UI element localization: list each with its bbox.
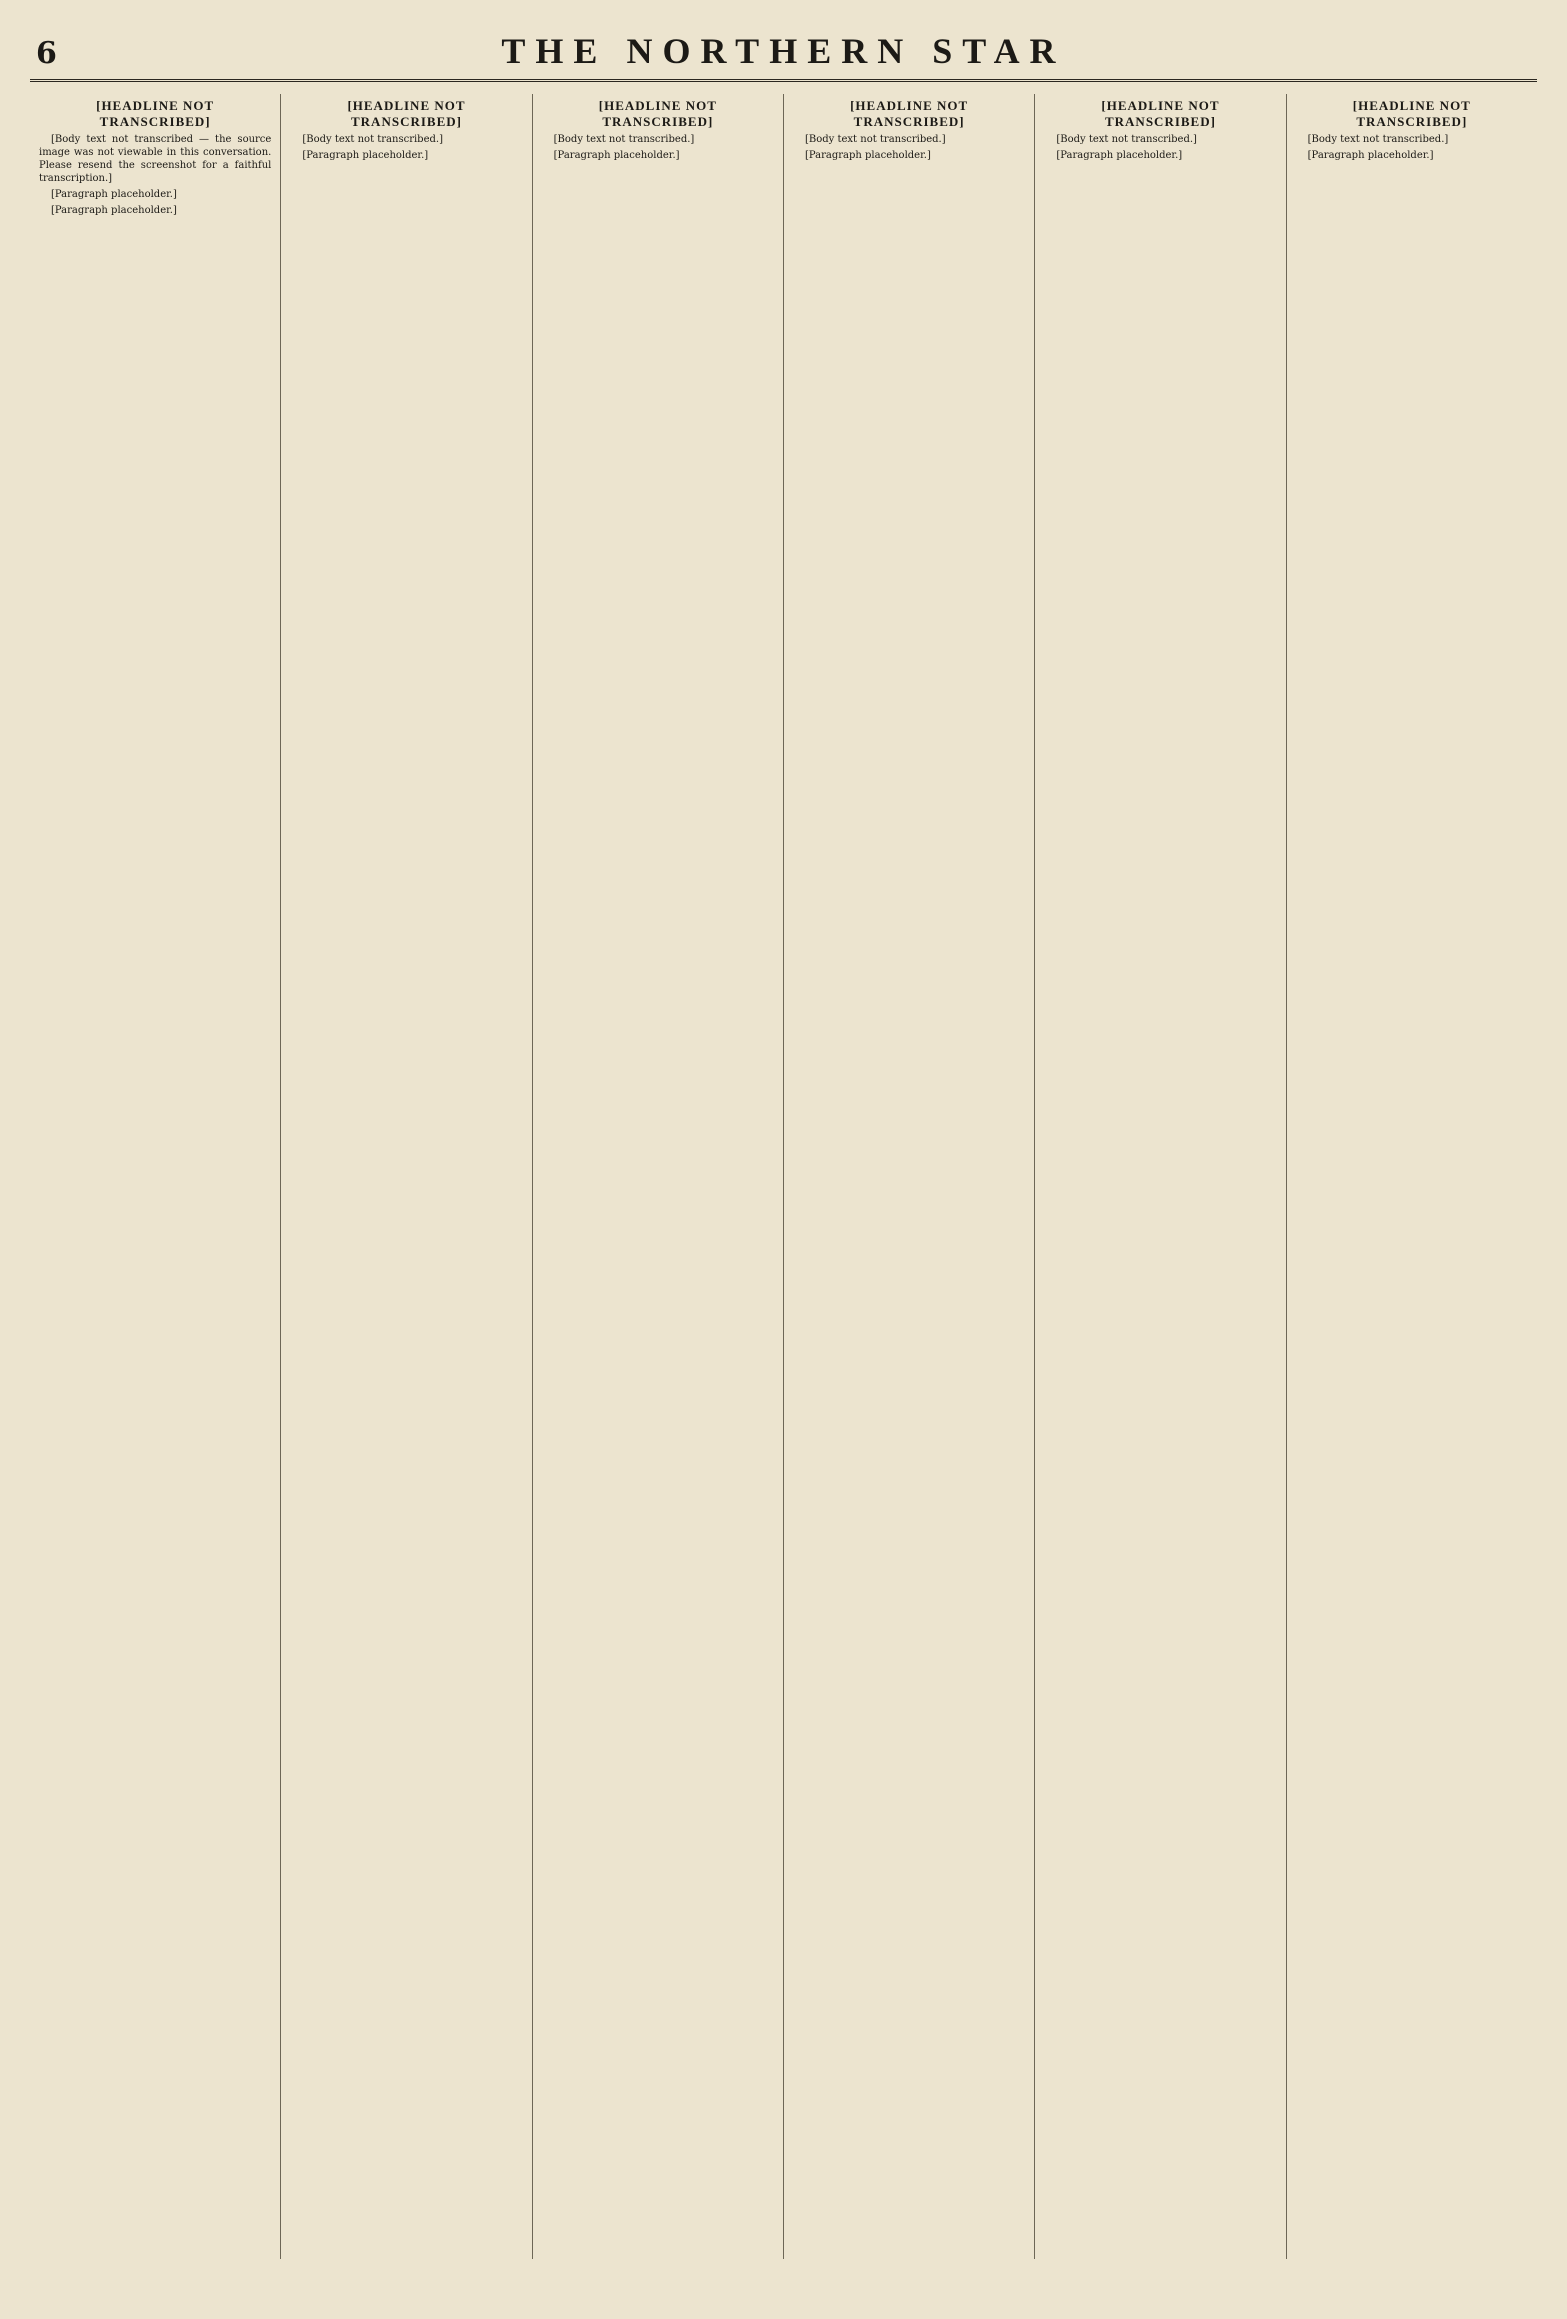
article [39, 98, 271, 217]
article-paragraph: [Paragraph placeholder.] [553, 150, 680, 161]
article-paragraph: [Paragraph placeholder.] [1307, 150, 1434, 161]
article-paragraph: [Body text not transcribed.] [804, 134, 946, 145]
column-2 [281, 94, 532, 2259]
article-headline: [HEADLINE NOT TRANSCRIBED] [850, 98, 969, 129]
article-paragraph: [Body text not transcribed.] [302, 134, 443, 145]
newspaper-page [30, 30, 1537, 2259]
column-5 [1035, 94, 1286, 2259]
article-paragraph: [Body text not transcribed.] [1056, 134, 1197, 145]
column-1 [30, 94, 281, 2259]
article-paragraph: [Paragraph placeholder.] [51, 205, 177, 216]
article-paragraph: [Body text not transcribed.] [1307, 134, 1449, 145]
article-headline: [HEADLINE NOT TRANSCRIBED] [96, 98, 215, 129]
article-paragraph: [Paragraph placeholder.] [302, 150, 429, 161]
column-3 [533, 94, 784, 2259]
column-6 [1287, 94, 1537, 2259]
article-headline: [HEADLINE NOT TRANSCRIBED] [1101, 98, 1220, 129]
article [793, 98, 1025, 162]
article [1296, 98, 1528, 162]
article-paragraph: [Paragraph placeholder.] [51, 189, 177, 200]
article-paragraph: [Body text not transcribed.] [553, 134, 695, 145]
paper-title: THE NORTHERN STAR [501, 31, 1066, 71]
article-paragraph: [Body text not transcribed — the source image was not viewable in this conversation. Please resend the screenshot for a faithful transcription.] [39, 134, 272, 184]
columns-container [30, 94, 1537, 2259]
article [1044, 98, 1276, 162]
masthead [30, 30, 1537, 82]
article [290, 98, 522, 162]
page-number: 6 [36, 36, 57, 71]
article-headline: [HEADLINE NOT TRANSCRIBED] [598, 98, 717, 129]
column-4 [784, 94, 1035, 2259]
article-headline: [HEADLINE NOT TRANSCRIBED] [1352, 98, 1471, 129]
article-paragraph: [Paragraph placeholder.] [1056, 150, 1183, 161]
article-headline: [HEADLINE NOT TRANSCRIBED] [347, 98, 466, 129]
article [542, 98, 774, 162]
article-paragraph: [Paragraph placeholder.] [804, 150, 931, 161]
